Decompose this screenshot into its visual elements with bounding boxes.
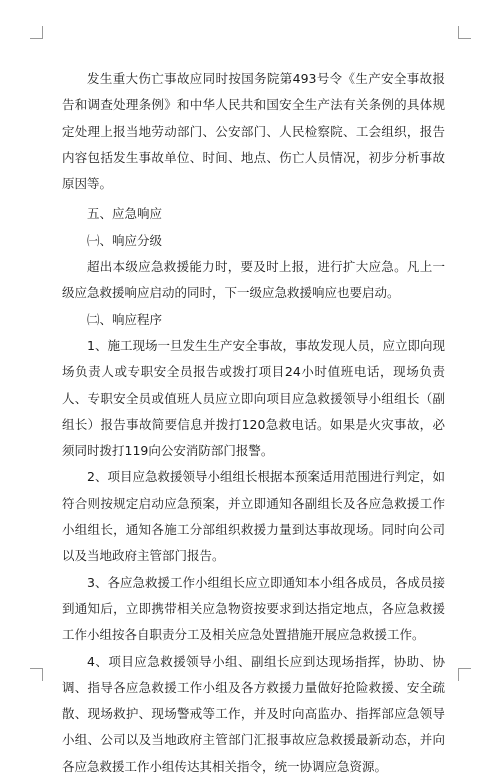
paragraph-response-levels: 超出本级应急救援能力时，要及时上报，进行扩大应急。凡上一级应急救援响应启动的同时，下一级应急救援响应也要启动。 — [62, 259, 445, 301]
document-body — [62, 66, 445, 780]
subsection-heading-response-levels: ㈠、响应分级 — [87, 232, 163, 248]
section-heading-emergency-response: 五、应急响应 — [87, 206, 163, 222]
paragraph-accident-reporting: 发生重大伤亡事故应同时按国务院第493号令《生产安全事故报告和调查处理条例》和中华人民共和国安全生产法有关条例的具体规定处理上报当地劳动部门、公安部门、人民检察院、工会组织，报告内容包括发生事故单位、时间、地点、伤亡人员情况，初步分析事故原因等。 — [62, 71, 445, 192]
crop-mark-top-left — [30, 26, 43, 39]
paragraph-procedure-step-4: 4、项目应急救援领导小组、副组长应到达现场指挥，协助、协调、指导各应急救援工作小组及各方救援力量做好抢险救援、安全疏散、现场救护、现场警戒等工作，并及时向高监办、指挥部应急领导小组、公司以及当地政府主管部门汇报事故应急救援最新动态，并向各应急救援工作小组传达其相关指令，统一协调应急资源。 — [62, 653, 445, 774]
crop-mark-top-right — [458, 26, 471, 39]
subsection-heading-response-procedure: ㈡、响应程序 — [87, 311, 163, 327]
paragraph-procedure-step-1: 1、施工现场一旦发生生产安全事故，事故发现人员，应立即向现场负责人或专职安全员报告或拨打项目24小时值班电话，现场负责人、专职安全员或值班人员应立即向项目应急救援领导小组组长（副组长）报告事故简要信息并拨打120急救电话。如果是火灾事故，必须同时拨打119向公安消防部门报警。 — [62, 337, 445, 459]
paragraph-procedure-step-3: 3、各应急救援工作小组组长应立即通知本小组各成员，各成员接到通知后，立即携带相关应急物资按要求到达指定地点，各应急救援工作小组按各自职责分工及相关应急处置措施开展应急救援工作。 — [62, 574, 445, 643]
paragraph-procedure-step-2: 2、项目应急救援领导小组组长根据本预案适用范围进行判定，如符合则按规定启动应急预案，并立即通知各副组长及各应急救援工作小组组长，通知各施工分部组织救援力量到达事故现场。同时向公司以及当地政府主管部门报告。 — [62, 469, 445, 564]
crop-mark-bottom-right — [458, 668, 471, 681]
crop-mark-bottom-left — [30, 668, 43, 681]
